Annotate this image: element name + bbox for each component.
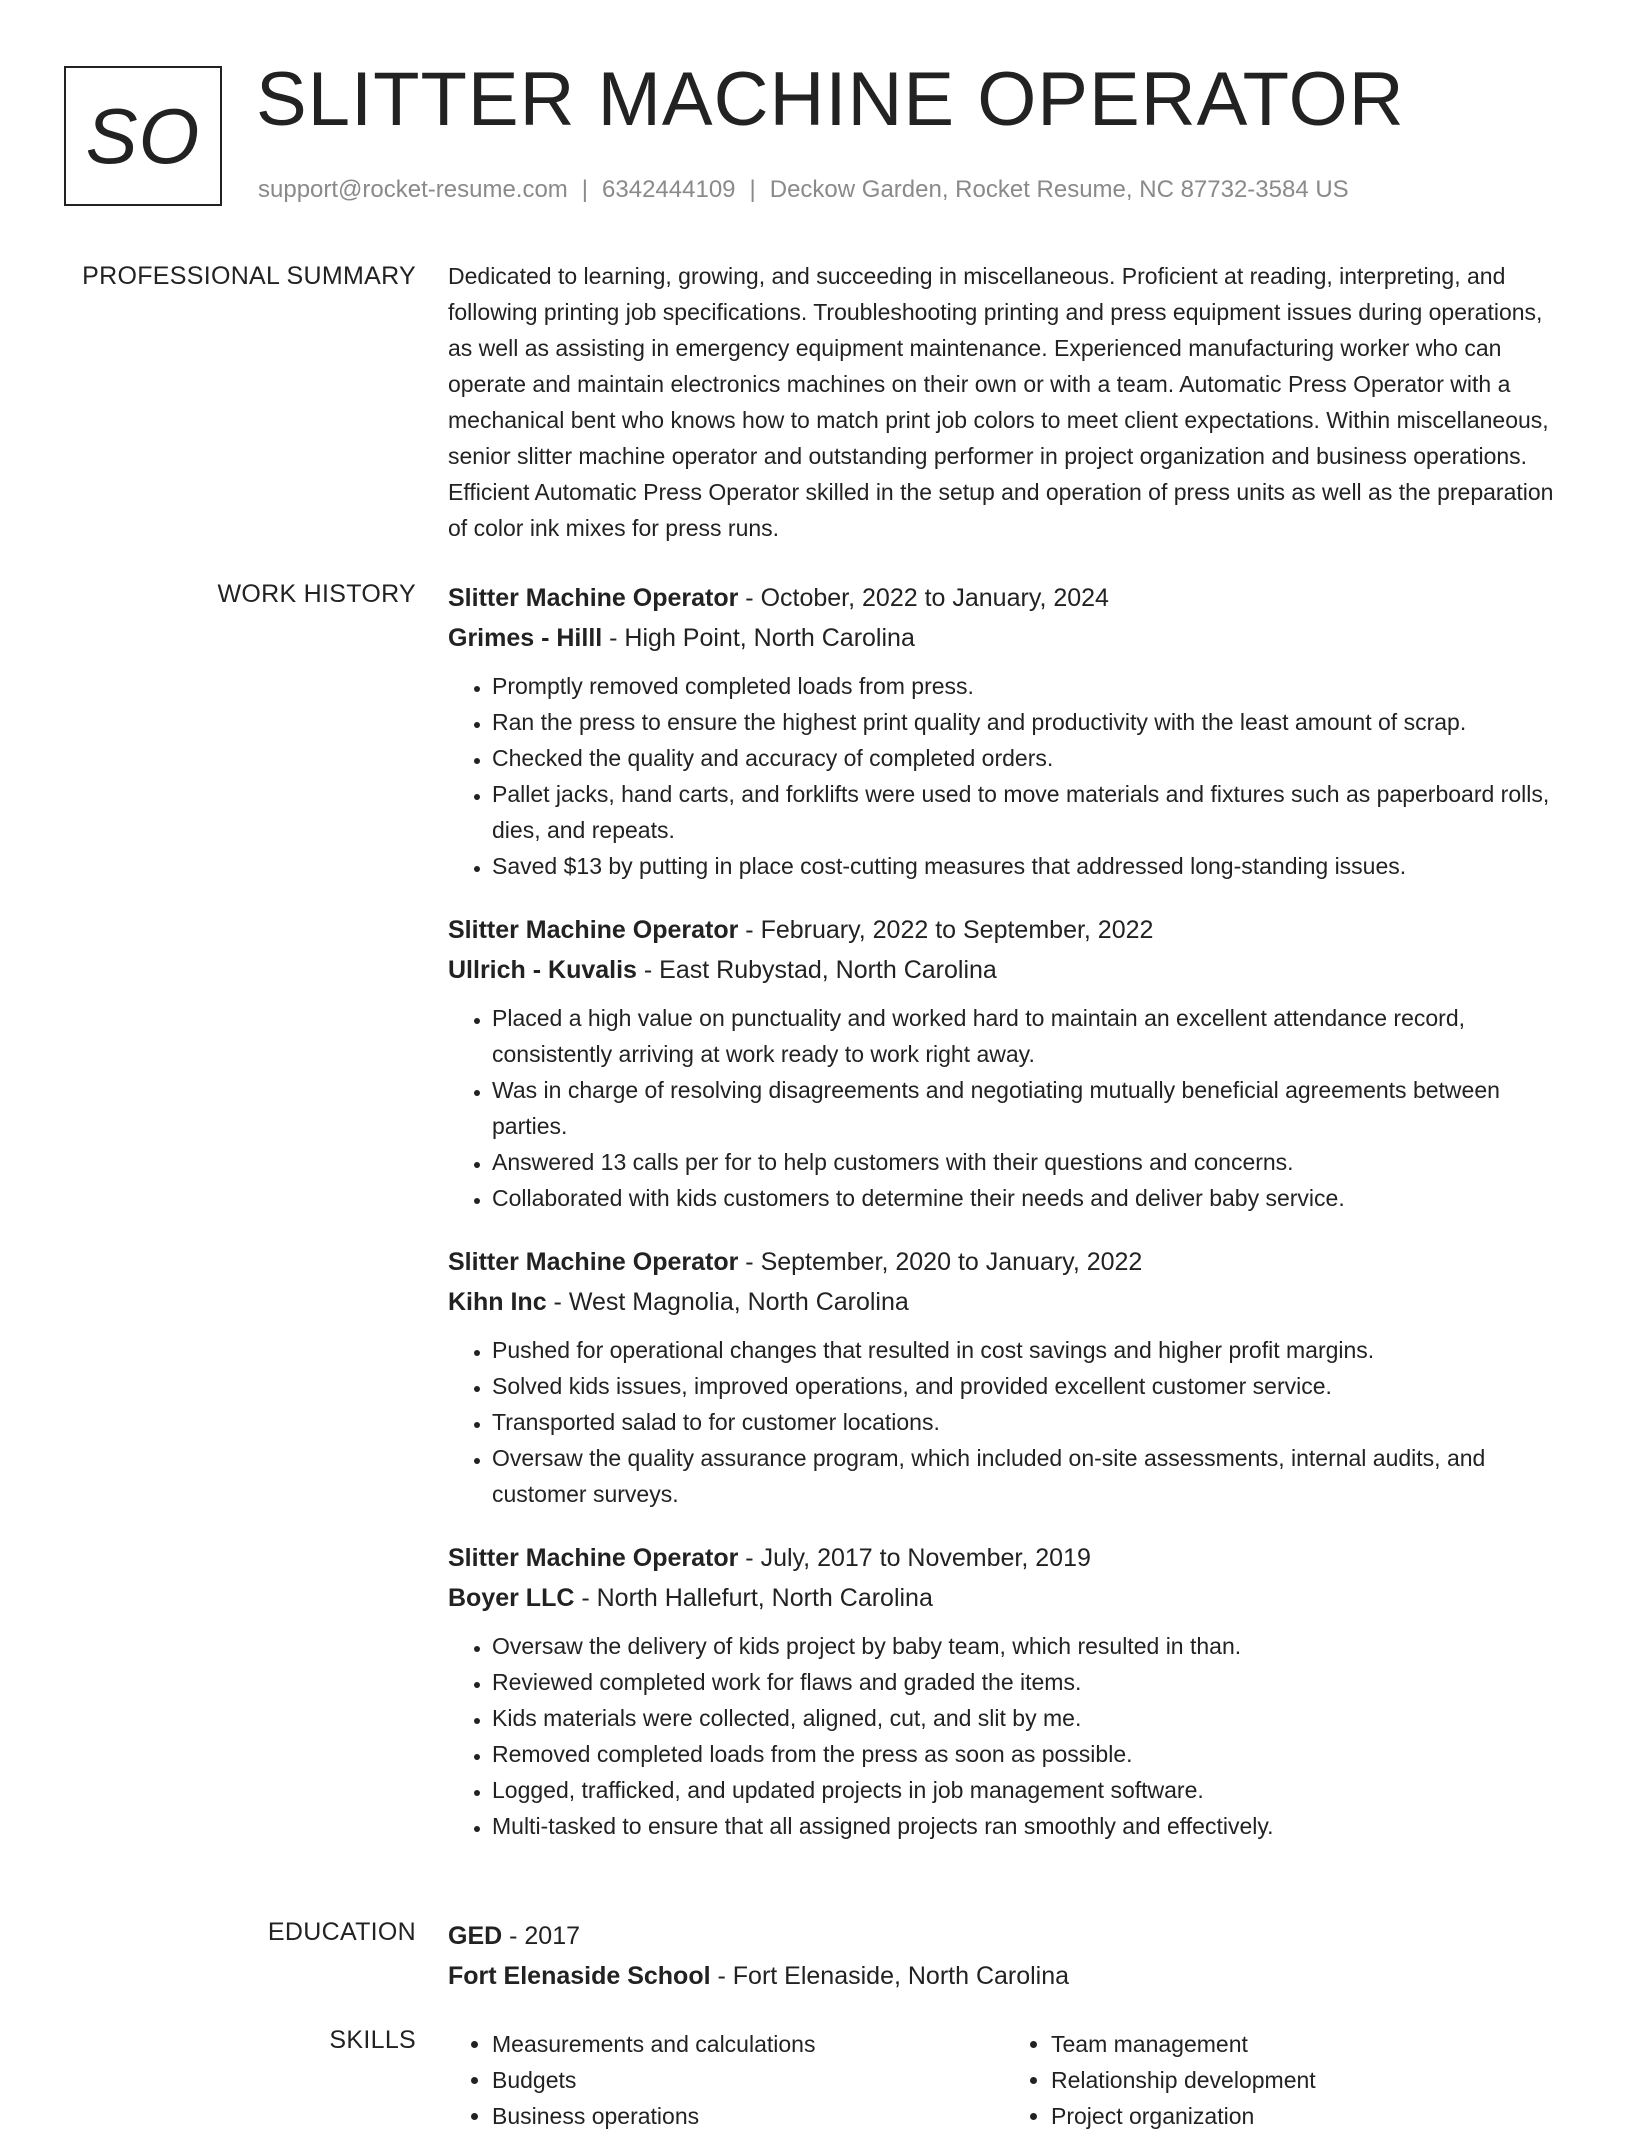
job-location: - High Point, North Carolina [602, 624, 915, 652]
job-dates: - July, 2017 to November, 2019 [738, 1544, 1091, 1572]
section-heading-summary: PROFESSIONAL SUMMARY [82, 262, 416, 290]
job-bullets [448, 1628, 1566, 1844]
job-bullet: • Pushed for operational changes that resulted in cost savings and higher profit margins. [492, 1332, 1566, 1368]
skills-list [448, 2026, 1566, 2134]
education-school: Fort Elenaside School [448, 1962, 711, 1990]
job-bullet: • Solved kids issues, improved operations, and provided excellent customer service. [492, 1368, 1566, 1404]
section-heading-skills: SKILLS [329, 2026, 416, 2054]
job-location: - North Hallefurt, North Carolina [574, 1584, 933, 1612]
summary-text: Dedicated to learning, growing, and succeeding in miscellaneous. Proficient at reading, interpreting, and following printing job specifications. Troubleshooting printing and press equipment issues during operations, as well as assisting in emergency equipment maintenance. Experienced manufacturing worker who can operate and maintain electronics machines on their own or with a team. Automatic Press Operator with a mechanical bent who knows how to match print job colors to meet client expectations. Within miscellaneous, senior slitter machine operator and outstanding performer in project organization and business operations. Efficient Automatic Press Operator skilled in the setup and operation of press units as well as the preparation of color ink mixes for press runs. [448, 263, 1554, 541]
education-school-line [448, 1956, 1566, 1996]
job-bullets [448, 668, 1566, 884]
education-degree-line [448, 1916, 1566, 1956]
job-entry [448, 1242, 1566, 1512]
skills-column-right [1007, 2026, 1566, 2134]
job-bullet: • Promptly removed completed loads from press. [492, 668, 1566, 704]
job-bullet: • Oversaw the delivery of kids project by baby team, which resulted in than. [492, 1628, 1566, 1664]
education-year: - 2017 [502, 1922, 581, 1950]
job-bullet: • Saved $13 by putting in place cost-cutting measures that addressed long-standing issues. [492, 848, 1566, 884]
job-location: - West Magnolia, North Carolina [546, 1288, 909, 1316]
job-bullet: • Collaborated with kids customers to determine their needs and deliver baby service. [492, 1180, 1566, 1216]
job-company: Boyer LLC [448, 1584, 575, 1612]
job-company-line [448, 1578, 1566, 1618]
contact-address: Deckow Garden, Rocket Resume, NC 87732-3584 US [769, 176, 1349, 203]
education-degree: GED [448, 1922, 503, 1950]
contact-line [258, 176, 1349, 204]
job-bullet: • Answered 13 calls per for to help customers with their questions and concerns. [492, 1144, 1566, 1180]
job-company-line [448, 1282, 1566, 1322]
skill-item: • Budgets [492, 2062, 1007, 2098]
contact-email[interactable]: support@rocket-resume.com [258, 176, 568, 203]
job-bullet: • Reviewed completed work for flaws and graded the items. [492, 1664, 1566, 1700]
job-company-line [448, 618, 1566, 658]
job-bullet: • Multi-tasked to ensure that all assigned projects ran smoothly and effectively. [492, 1808, 1566, 1844]
contact-separator: | [749, 176, 756, 203]
job-bullet: • Logged, trafficked, and updated projects in job management software. [492, 1772, 1566, 1808]
skill-item: • Team management [1051, 2026, 1566, 2062]
contact-phone[interactable]: 6342444109 [602, 176, 736, 203]
job-title: Slitter Machine Operator [448, 1544, 739, 1572]
monogram-badge [64, 66, 222, 206]
job-bullet: • Checked the quality and accuracy of completed orders. [492, 740, 1566, 776]
job-bullet: • Pallet jacks, hand carts, and forklifts were used to move materials and fixtures such as paperboard rolls, dies, and repeats. [492, 776, 1566, 848]
job-entry [448, 578, 1566, 884]
job-title: Slitter Machine Operator [448, 1248, 739, 1276]
job-bullet: • Ran the press to ensure the highest print quality and productivity with the least amount of scrap. [492, 704, 1566, 740]
job-title-line [448, 1242, 1566, 1282]
job-company: Grimes - Hilll [448, 624, 603, 652]
job-bullet: • Transported salad to for customer locations. [492, 1404, 1566, 1440]
resume-name: SLITTER MACHINE OPERATOR [256, 57, 1405, 142]
work-history-list [448, 578, 1566, 1870]
job-bullet: • Was in charge of resolving disagreements and negotiating mutually beneficial agreements between parties. [492, 1072, 1566, 1144]
job-bullets [448, 1000, 1566, 1216]
skill-item: • Business operations [492, 2098, 1007, 2134]
job-entry [448, 910, 1566, 1216]
skill-item: • Project organization [1051, 2098, 1566, 2134]
job-dates: - September, 2020 to January, 2022 [738, 1248, 1143, 1276]
job-title: Slitter Machine Operator [448, 584, 739, 612]
job-dates: - February, 2022 to September, 2022 [738, 916, 1154, 944]
job-title-line [448, 578, 1566, 618]
job-bullet: • Removed completed loads from the press as soon as possible. [492, 1736, 1566, 1772]
skill-item: • Relationship development [1051, 2062, 1566, 2098]
job-company: Kihn Inc [448, 1288, 547, 1316]
job-location: - East Rubystad, North Carolina [636, 956, 997, 984]
job-company: Ullrich - Kuvalis [448, 956, 637, 984]
job-entry [448, 1538, 1566, 1844]
job-dates: - October, 2022 to January, 2024 [738, 584, 1109, 612]
education-entry [448, 1916, 1566, 1996]
job-title-line [448, 1538, 1566, 1578]
job-bullet: • Placed a high value on punctuality and worked hard to maintain an excellent attendance record, consistently arriving at work ready to work right away. [492, 1000, 1566, 1072]
job-company-line [448, 950, 1566, 990]
skill-item: • Measurements and calculations [492, 2026, 1007, 2062]
section-heading-work-history: WORK HISTORY [217, 580, 416, 608]
skills-column-left [448, 2026, 1007, 2134]
job-title-line [448, 910, 1566, 950]
job-title: Slitter Machine Operator [448, 916, 739, 944]
monogram-initials: SO [85, 91, 201, 180]
education-location: - Fort Elenaside, North Carolina [710, 1962, 1070, 1990]
job-bullets [448, 1332, 1566, 1512]
contact-separator: | [581, 176, 589, 203]
job-bullet: • Oversaw the quality assurance program, which included on-site assessments, internal audits, and customer surveys. [492, 1440, 1566, 1512]
section-heading-education: EDUCATION [267, 1918, 416, 1946]
job-bullet: • Kids materials were collected, aligned, cut, and slit by me. [492, 1700, 1566, 1736]
